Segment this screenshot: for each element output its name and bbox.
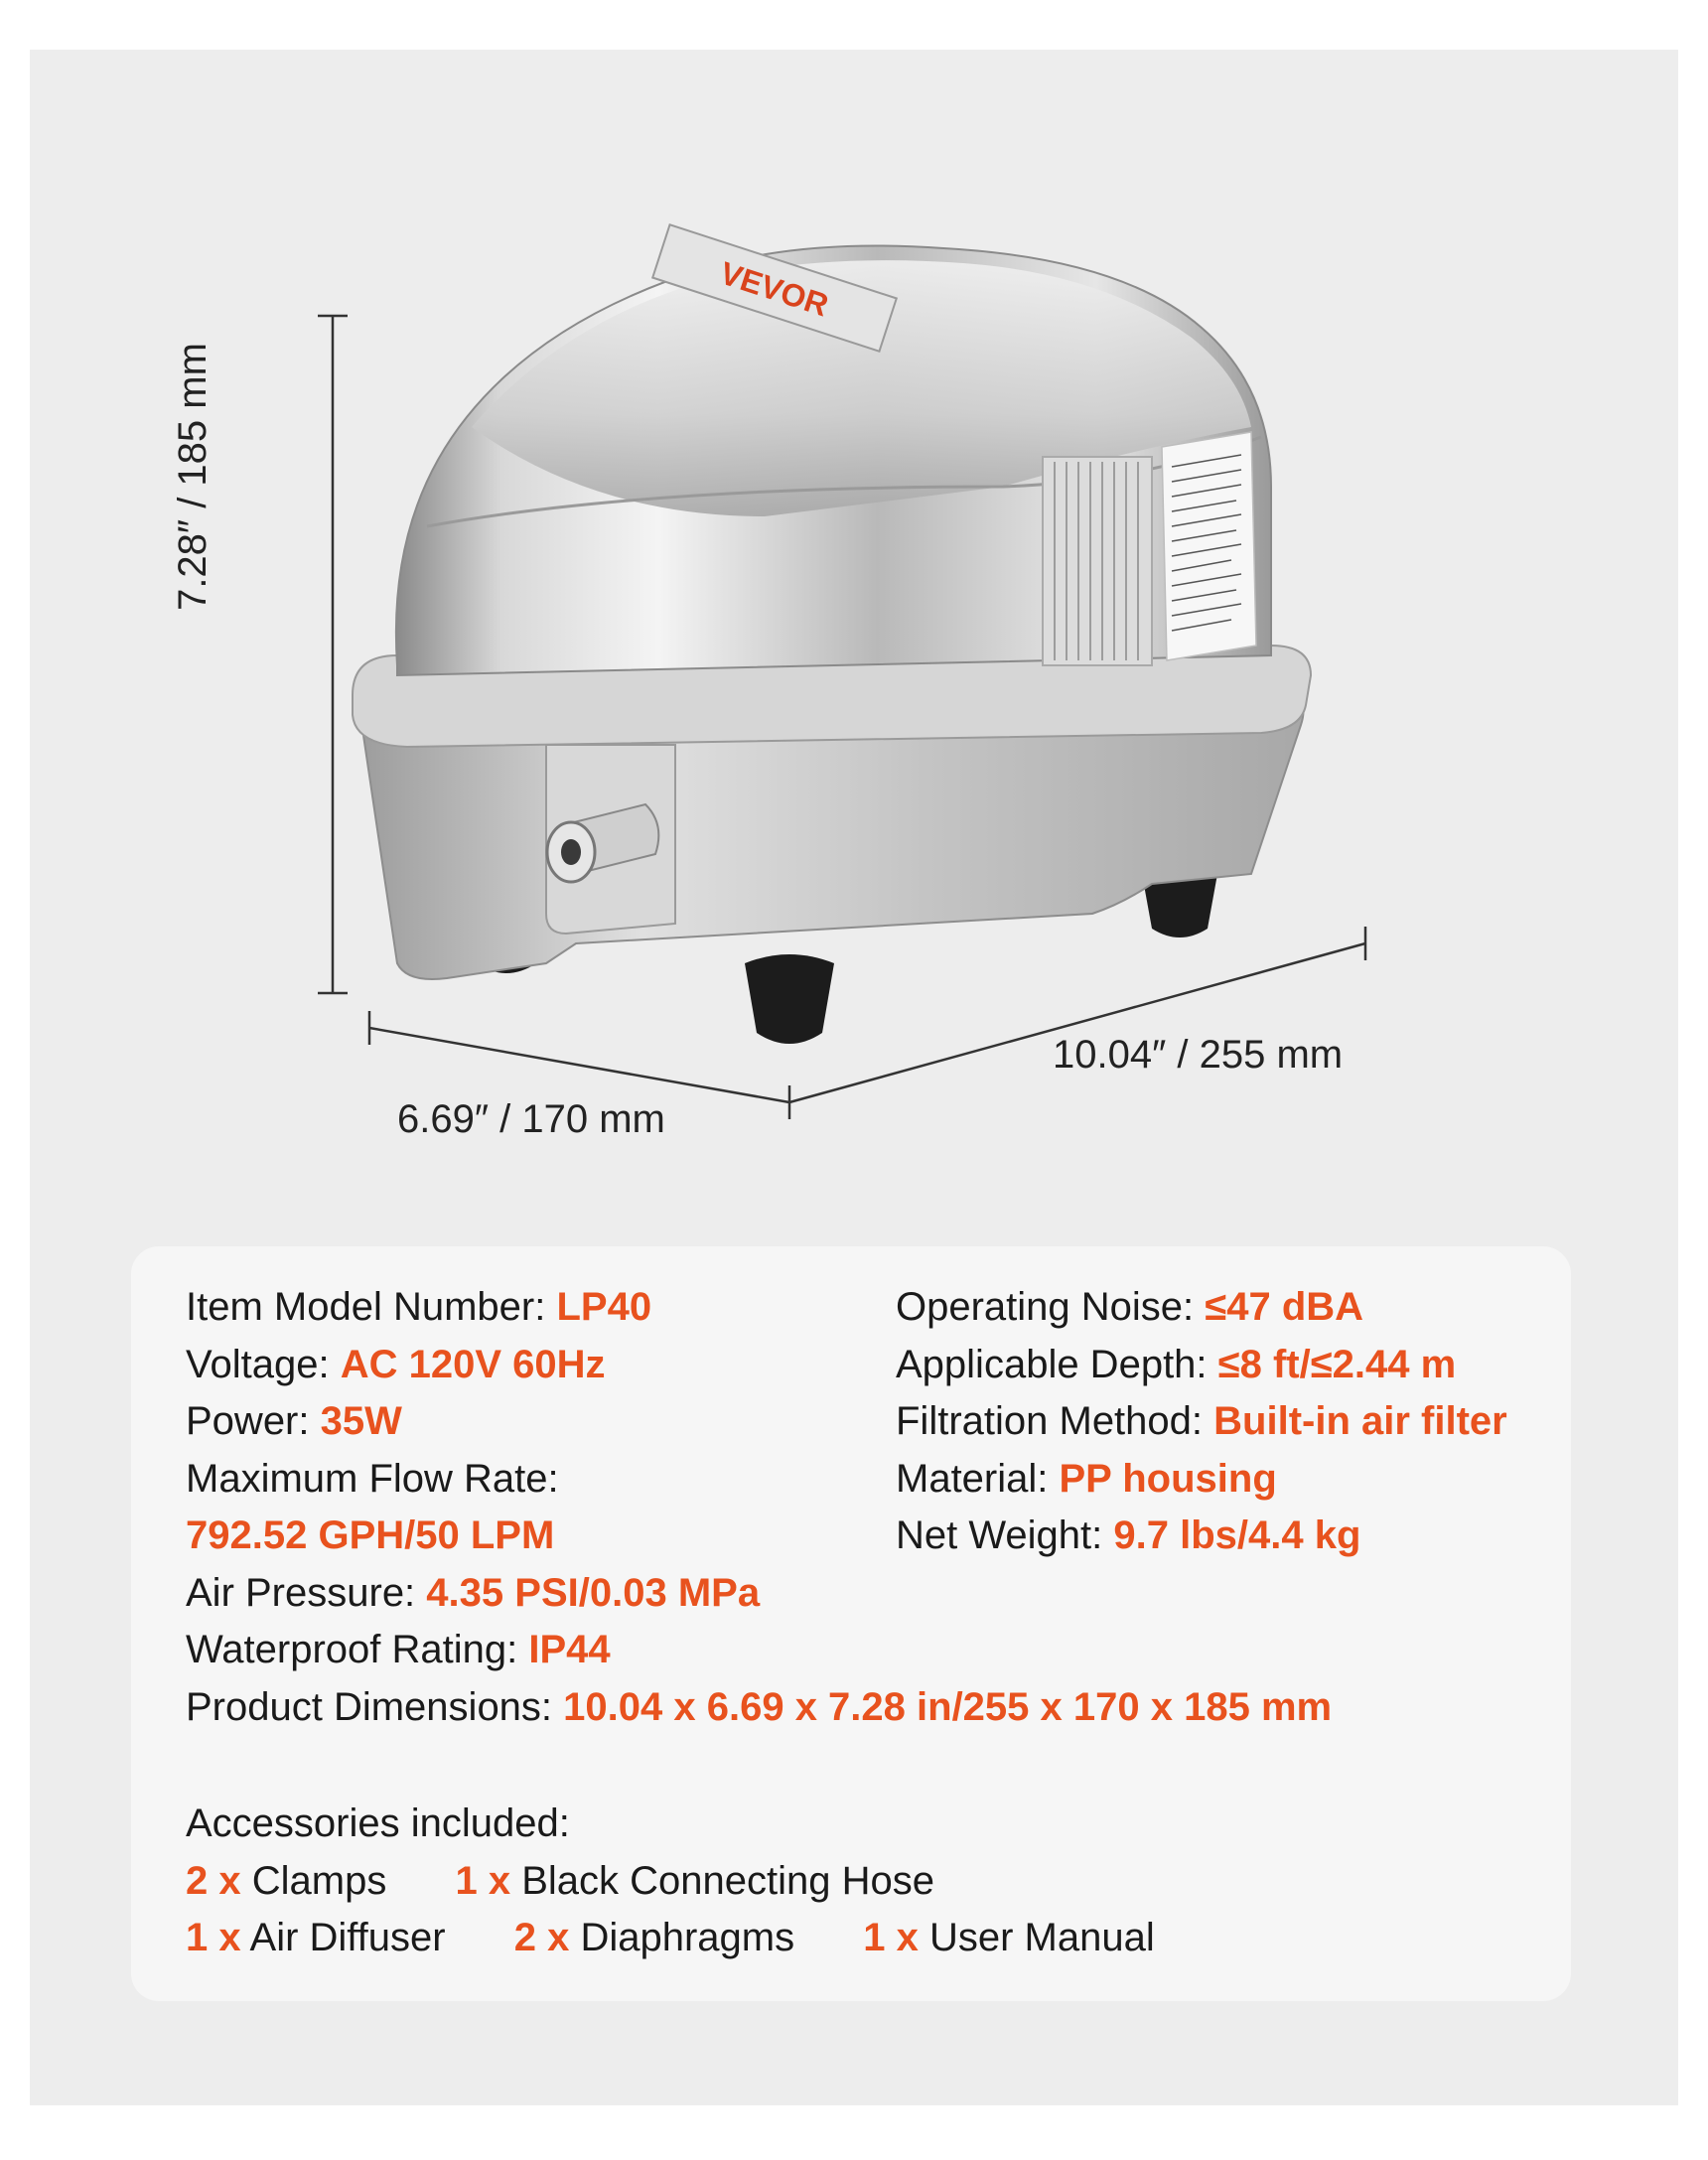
spec-applicable-depth: Applicable Depth: ≤8 ft/≤2.44 m [896,1342,1457,1386]
accessories-title: Accessories included: [186,1801,570,1845]
spec-power: Power: 35W [186,1399,402,1443]
accessory-diaphragms: 2 x Diaphragms [513,1916,795,1959]
height-dimension-line [318,316,348,993]
spec-max-flow-value: 792.52 GPH/50 LPM [186,1513,555,1557]
spec-filtration-method: Filtration Method: Built-in air filter [896,1399,1507,1443]
accessories-row-1 [186,1853,992,1909]
vent-grille [1043,457,1152,665]
air-outlet [546,745,675,934]
spec-air-pressure: Air Pressure: 4.35 PSI/0.03 MPa [186,1570,761,1615]
accessory-connecting-hose: 1 x Black Connecting Hose [455,1859,934,1903]
svg-text:VEVOR: VEVOR [715,254,833,324]
spec-waterproof-rating: Waterproof Rating: IP44 [186,1628,611,1671]
spec-product-dimensions: Product Dimensions: 10.04 x 6.69 x 7.28 in/255 x 170 x 185 mm [186,1684,1333,1729]
spec-material: Material: PP housing [896,1456,1277,1501]
height-dimension-label: 7.28″ / 185 mm [171,343,214,611]
spec-label-sticker [1162,432,1256,660]
spec-model-number: Item Model Number: LP40 [186,1285,652,1329]
width-dimension-label: 6.69″ / 170 mm [397,1097,665,1141]
spec-max-flow-label: Maximum Flow Rate: [186,1456,559,1501]
accessory-clamps: 2 x Clamps [186,1859,387,1903]
accessory-user-manual: 1 x User Manual [863,1916,1155,1959]
spec-voltage: Voltage: AC 120V 60Hz [186,1342,606,1386]
length-dimension-label: 10.04″ / 255 mm [1053,1033,1344,1077]
accessory-air-diffuser: 1 x Air Diffuser [186,1916,446,1959]
specs-right-column [896,1279,1507,1565]
spec-operating-noise: Operating Noise: ≤47 dBA [896,1285,1364,1329]
spec-net-weight: Net Weight: 9.7 lbs/4.4 kg [896,1513,1361,1557]
accessories-row-2 [186,1910,1212,1965]
